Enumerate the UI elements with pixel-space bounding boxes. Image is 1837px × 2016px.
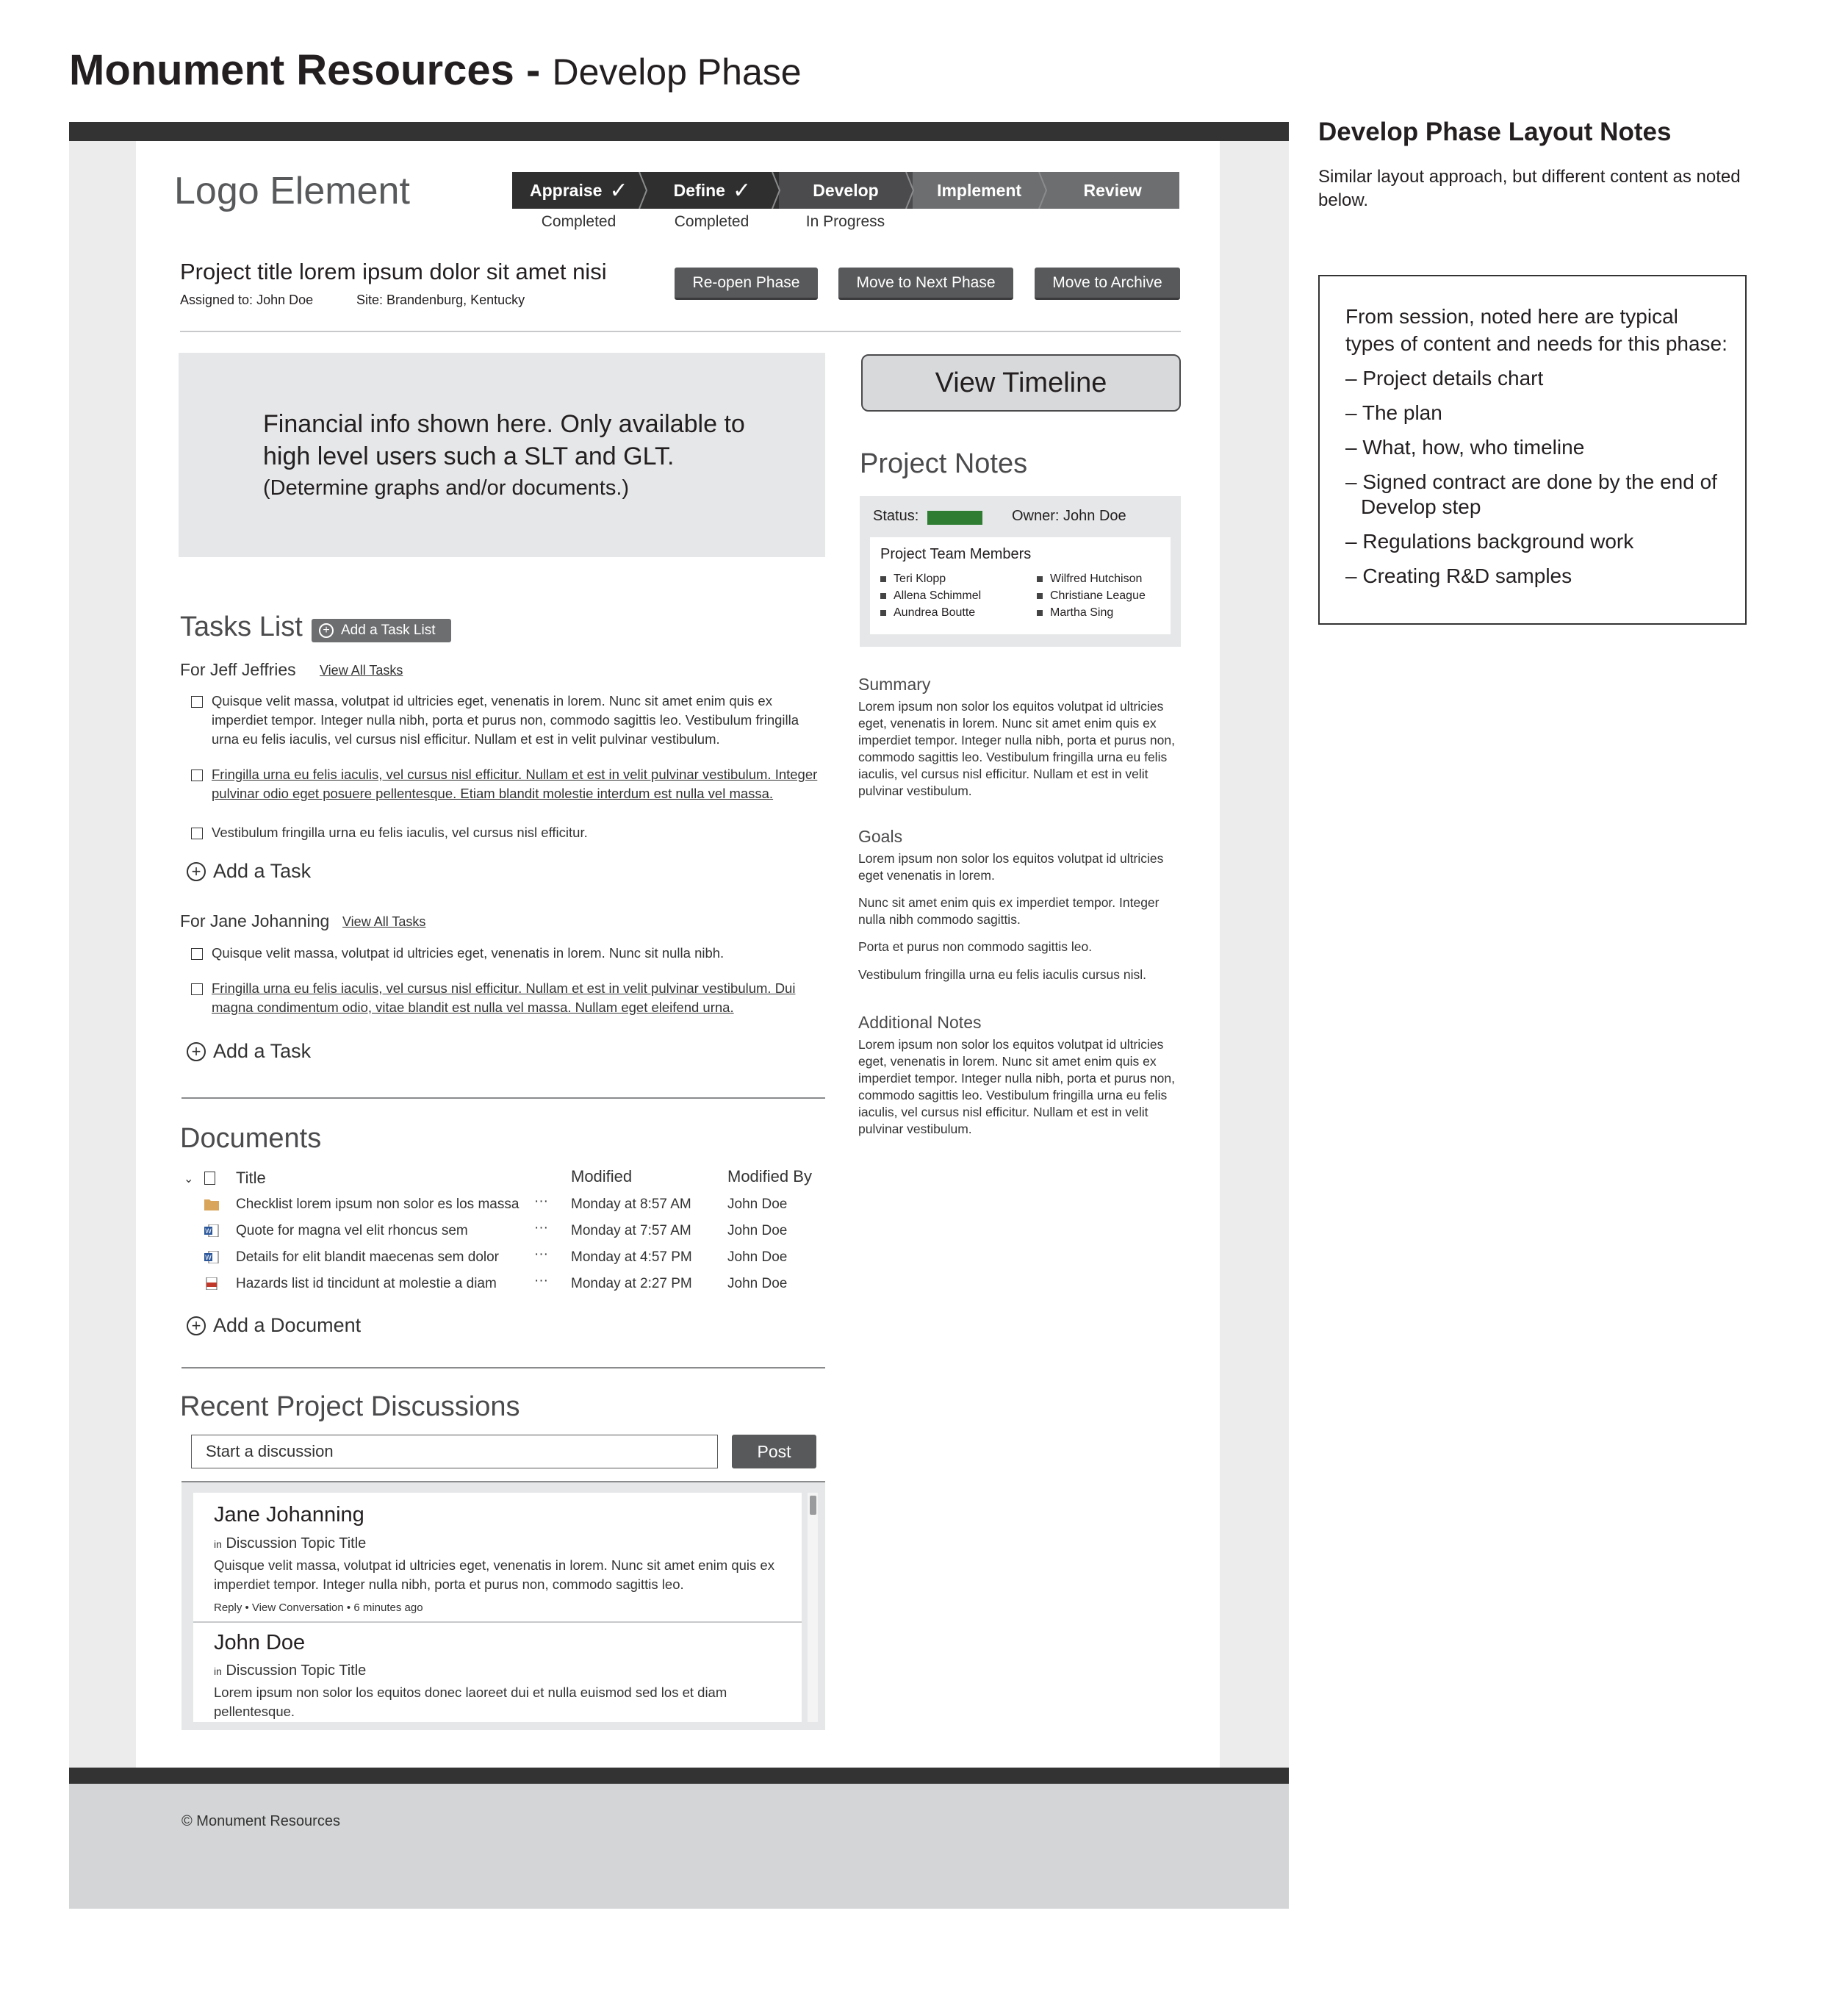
documents-title: Documents: [180, 1123, 322, 1154]
document-title[interactable]: Checklist lorem ipsum non solor es los massa: [236, 1197, 520, 1212]
add-document-button[interactable]: [187, 1314, 361, 1337]
project-assigned: Assigned to: John Doe: [180, 293, 314, 307]
team-member: Wilfred Hutchison: [1037, 573, 1142, 586]
chevron-separator-icon: [905, 172, 915, 209]
task-item-link[interactable]: Fringilla urna eu felis iaculis, vel cursus nisl efficitur. Nullam et est in velit pulvinar vestibulum. Dui magna condimentum odio, vitae blandit est nulla vel massa. Nullam eget eleifend urna.: [212, 980, 796, 1015]
phase-stepper: [512, 172, 1179, 209]
discussion-feed: [181, 1481, 825, 1730]
post-in: in: [214, 1538, 222, 1550]
file-icon: [204, 1172, 215, 1185]
chevron-separator-icon: [771, 172, 781, 209]
task-checkbox[interactable]: [191, 770, 203, 781]
goal-item: Vestibulum fringilla urna eu felis iaculis cursus nisl.: [858, 967, 1146, 982]
view-all-tasks-link[interactable]: View All Tasks: [320, 663, 403, 678]
discussion-input[interactable]: Start a discussion: [191, 1435, 718, 1468]
document-modified: Monday at 8:57 AM: [571, 1197, 691, 1212]
divider: [180, 331, 1181, 332]
task-group-label: For Jane Johanning: [180, 911, 330, 930]
document-modified: Monday at 2:27 PM: [571, 1276, 692, 1291]
add-task-list-label: Add a Task List: [341, 623, 436, 638]
document-title[interactable]: Hazards list id tincidunt at molestie a diam: [236, 1276, 497, 1291]
status-label: Status:: [873, 508, 919, 524]
step-label: Review: [1083, 180, 1142, 200]
project-notes-title: Project Notes: [860, 448, 1028, 479]
add-task-label: Add a Task: [213, 860, 312, 882]
document-title[interactable]: Details for elit blandit maecenas sem dolor: [236, 1249, 500, 1265]
step-label: Define: [673, 180, 725, 200]
additional-notes-title: Additional Notes: [858, 1013, 982, 1032]
move-archive-button[interactable]: Move to Archive: [1035, 268, 1180, 300]
project-title: Project title lorem ipsum dolor sit amet nisi: [180, 259, 607, 284]
financial-info-panel: [179, 353, 825, 557]
task-checkbox[interactable]: [191, 828, 203, 839]
session-item: – The plan: [1345, 401, 1442, 424]
team-member: Aundrea Boutte: [880, 606, 975, 620]
task-checkbox[interactable]: [191, 983, 203, 995]
view-timeline-button[interactable]: View Timeline: [861, 354, 1181, 412]
add-task-button[interactable]: [187, 1040, 311, 1063]
post-topic-title: Discussion Topic Title: [226, 1662, 367, 1679]
post-divider: [193, 1621, 802, 1623]
step-define[interactable]: [646, 172, 780, 209]
plus-circle-icon: +: [187, 1042, 206, 1061]
session-notes-box: [1318, 275, 1747, 625]
team-member: Teri Klopp: [880, 573, 946, 586]
move-next-phase-button[interactable]: Move to Next Phase: [838, 268, 1013, 300]
step-label: Appraise: [530, 180, 603, 200]
post-in: in: [214, 1665, 222, 1677]
step-status-appraise: Completed: [541, 213, 616, 230]
task-item: Vestibulum fringilla urna eu felis iaculis, vel cursus nisl efficitur.: [212, 825, 588, 840]
team-member: Allena Schimmel: [880, 589, 981, 603]
post-topic-title: Discussion Topic Title: [226, 1535, 367, 1552]
document-modified-by: John Doe: [727, 1276, 788, 1291]
add-task-label: Add a Task: [213, 1040, 312, 1062]
post-topic[interactable]: [214, 1662, 366, 1679]
column-modified-by[interactable]: Modified By: [727, 1167, 812, 1185]
step-status-develop: In Progress: [805, 213, 885, 230]
tasks-list-title: Tasks List: [180, 611, 303, 642]
step-status-define: Completed: [674, 213, 749, 230]
column-modified[interactable]: Modified: [571, 1167, 633, 1185]
goals-title: Goals: [858, 827, 903, 846]
task-checkbox[interactable]: [191, 948, 203, 960]
step-implement[interactable]: [913, 172, 1046, 209]
goal-item: Porta et purus non commodo sagittis leo.: [858, 939, 1093, 954]
team-member: Martha Sing: [1037, 606, 1113, 620]
scrollbar-thumb[interactable]: [810, 1496, 816, 1515]
add-document-label: Add a Document: [213, 1314, 362, 1336]
task-checkbox[interactable]: [191, 696, 203, 708]
status-indicator: [927, 511, 982, 525]
task-item: Quisque velit massa, volutpat id ultricies eget, venenatis in lorem. Nunc sit nulla nibh.: [212, 945, 725, 961]
pdf-icon: [204, 1277, 219, 1290]
bottom-bar: [69, 1768, 1289, 1784]
check-icon: ✓: [732, 178, 752, 203]
post-button[interactable]: Post: [732, 1435, 816, 1468]
plus-circle-icon: +: [187, 862, 206, 881]
post-body: Quisque velit massa, volutpat id ultricies eget, venenatis in lorem. Nunc sit amet enim quis ex imperdiet tempor. Integer nulla nibh, porta et purus non, commodo sagittis leo.: [214, 1557, 774, 1592]
word-doc-icon: [204, 1224, 219, 1237]
post-author[interactable]: John Doe: [214, 1631, 306, 1654]
goal-item: Nunc sit amet enim quis ex imperdiet tempor. Integer nulla nibh commodo sagittis.: [858, 895, 1160, 927]
footer: [69, 1784, 1289, 1909]
scrollbar[interactable]: [808, 1493, 818, 1722]
project-site: Site: Brandenburg, Kentucky: [356, 293, 525, 307]
step-label: Develop: [813, 180, 879, 200]
page-title: Monument Resources: [69, 46, 514, 94]
session-item: – Regulations background work: [1345, 530, 1634, 553]
add-task-button[interactable]: [187, 860, 311, 883]
divider: [181, 1097, 825, 1099]
svg-text:W: W: [205, 1228, 212, 1235]
summary-text: Lorem ipsum non solor los equitos volutpat id ultricies eget, venenatis in lorem. Nunc sit amet enim quis ex imperdiet tempor. Integer nulla nibh, porta et purus non, commodo sagittis leo. Vestibulum fringilla urna eu felis iaculis, vel cursus nisl efficitur. Nullam et est in velit pulvinar vestibulum.: [858, 699, 1175, 798]
check-icon: ✓: [609, 178, 628, 203]
document-modified-by: John Doe: [727, 1249, 788, 1265]
post-author[interactable]: Jane Johanning: [214, 1503, 364, 1527]
more-options-icon[interactable]: ···: [534, 1246, 548, 1262]
page-heading: [69, 46, 802, 95]
team-member: Christiane League: [1037, 589, 1146, 603]
document-modified-by: John Doe: [727, 1223, 788, 1238]
plus-circle-icon: +: [187, 1316, 206, 1335]
step-appraise[interactable]: [512, 172, 646, 209]
financial-info-note: (Determine graphs and/or documents.): [263, 476, 630, 500]
document-title[interactable]: Quote for magna vel elit rhoncus sem: [236, 1223, 468, 1238]
session-item: – Creating R&D samples: [1345, 564, 1572, 587]
plus-circle-icon: +: [319, 623, 334, 638]
task-group-label: For Jeff Jeffries: [180, 660, 296, 679]
session-item: – Signed contract are done by the end of Develop step: [1345, 470, 1717, 518]
document-modified: Monday at 7:57 AM: [571, 1223, 691, 1238]
post-body: Lorem ipsum non solor los equitos donec laoreet dui et nulla euismod sed los et diam pellentesque.: [214, 1685, 727, 1719]
summary-title: Summary: [858, 675, 931, 694]
chevron-down-icon[interactable]: ⌄: [184, 1173, 194, 1185]
project-notes-panel: [860, 496, 1181, 647]
add-task-list-button[interactable]: [312, 619, 451, 642]
view-all-tasks-link[interactable]: View All Tasks: [342, 914, 426, 929]
word-doc-icon: [204, 1251, 219, 1263]
step-develop[interactable]: [779, 172, 913, 209]
chevron-separator-icon: [1038, 172, 1048, 209]
team-members-title: Project Team Members: [880, 546, 1032, 562]
divider: [181, 1367, 825, 1368]
logo[interactable]: Logo Element: [174, 170, 410, 212]
chevron-separator-icon: [638, 172, 648, 209]
step-review[interactable]: [1046, 172, 1179, 209]
session-item: – Project details chart: [1345, 367, 1544, 390]
financial-info-text: Financial info shown here. Only available to high level users such a SLT and GLT.: [263, 410, 745, 470]
document-modified: Monday at 4:57 PM: [571, 1249, 692, 1265]
layout-notes-title: Develop Phase Layout Notes: [1318, 118, 1672, 146]
discussions-title: Recent Project Discussions: [180, 1391, 520, 1422]
session-intro: From session, noted here are typical types of content and needs for this phase:: [1345, 305, 1728, 355]
heading-separator: -: [526, 46, 541, 94]
task-item-link[interactable]: Fringilla urna eu felis iaculis, vel cursus nisl efficitur. Nullam et est in velit pulvinar vestibulum. Integer pulvinar odio eget posuere pellentesque. Etiam blandit molestie interdum est nulla vel massa.: [212, 767, 818, 801]
folder-icon: [204, 1198, 219, 1210]
team-members-box: [870, 537, 1171, 634]
layout-notes-subtitle: Similar layout approach, but different content as noted below.: [1318, 167, 1741, 210]
more-options-icon[interactable]: ···: [534, 1194, 548, 1209]
more-options-icon[interactable]: ···: [534, 1273, 548, 1288]
footer-copyright: © Monument Resources: [181, 1813, 340, 1829]
svg-text:W: W: [205, 1255, 212, 1262]
document-modified-by: John Doe: [727, 1197, 788, 1212]
top-bar: [69, 122, 1289, 141]
additional-notes-text: Lorem ipsum non solor los equitos volutpat id ultricies eget, venenatis in lorem. Nunc sit amet enim quis ex imperdiet tempor. Integer nulla nibh, porta et purus non, commodo sagittis leo. Vestibulum fringilla urna eu felis iaculis, vel cursus nisl efficitur. Nullam et est in velit pulvinar vestibulum.: [858, 1037, 1175, 1136]
reopen-phase-button[interactable]: Re-open Phase: [675, 268, 818, 300]
session-item: – What, how, who timeline: [1345, 436, 1585, 459]
post-topic[interactable]: [214, 1535, 366, 1552]
more-options-icon[interactable]: ···: [534, 1220, 548, 1235]
discussion-list: [193, 1493, 802, 1722]
goal-item: Lorem ipsum non solor los equitos volutpat id ultricies eget venenatis in lorem.: [858, 851, 1164, 883]
task-item: Quisque velit massa, volutpat id ultricies eget, venenatis in lorem. Nunc sit amet enim quis ex imperdiet tempor. Integer nulla nibh, porta et purus non, commodo sagittis leo. Vestibulum fringilla urna eu felis iaculis, vel cursus nisl efficitur. Nullam et est in velit pulvinar vestibulum.: [212, 693, 799, 747]
project-owner: Owner: John Doe: [1012, 508, 1126, 524]
post-meta[interactable]: Reply • View Conversation • 6 minutes ago: [214, 1601, 423, 1614]
page-phase: Develop Phase: [552, 51, 802, 93]
column-title[interactable]: Title: [236, 1169, 266, 1187]
step-label: Implement: [937, 180, 1022, 200]
